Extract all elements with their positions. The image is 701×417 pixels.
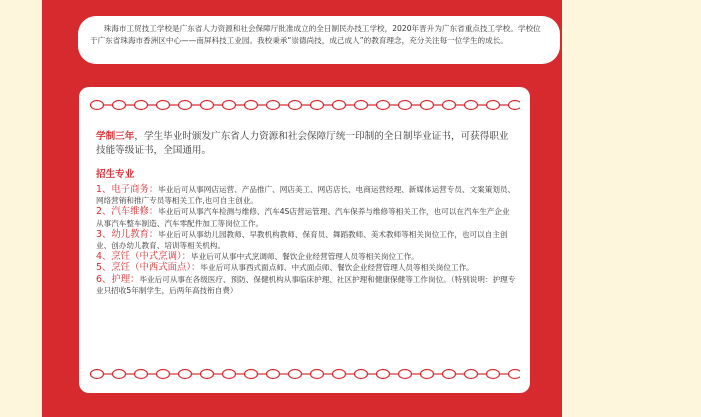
- chain-link: [267, 370, 280, 379]
- program-card: [79, 87, 530, 393]
- chain-link: [179, 370, 192, 379]
- major-name: 3、幼儿教育：: [96, 228, 159, 240]
- chain-link: [223, 370, 236, 379]
- school-intro-card: [78, 16, 560, 64]
- chain-link: [377, 101, 390, 110]
- major-description: 毕业后可从事汽车检测与维修、汽车4S店营运管理、汽车保养与维修等相关工作，也可以在汽车生产企业从事汽车整车制造、汽车零配件加工等岗位工作。: [96, 207, 510, 228]
- chain-link: [355, 101, 368, 110]
- chain-link: [91, 101, 104, 110]
- chain-border-top-icon: [89, 99, 520, 111]
- chain-link: [443, 370, 456, 379]
- chain-link: [377, 370, 390, 379]
- chain-link: [333, 370, 346, 379]
- major-item: [96, 229, 516, 251]
- major-name: 4、烹饪（中式烹调）：: [96, 251, 192, 263]
- chain-border-bottom-icon: [89, 368, 520, 380]
- program-content: [96, 130, 516, 296]
- major-description: 毕业后可从事中式烹调师、餐饮企业经营管理人员等相关岗位工作。: [191, 252, 419, 262]
- chain-link: [465, 370, 478, 379]
- major-item: [96, 251, 516, 262]
- right-background: [562, 0, 701, 417]
- major-item: [96, 274, 516, 296]
- chain-link: [157, 101, 170, 110]
- chain-link: [399, 370, 412, 379]
- chain-link: [157, 370, 170, 379]
- school-intro-text: 珠海市工贸技工学校是广东省人力资源和社会保障厅批准成立的全日制民办技工学校，2020年晋升为广东省重点技工学校。学校位于广东省珠海市香洲区中心——南屏科技工业园。我校秉承“崇德尚技，成己成人”的教育理念，充分关注每一位学生的成长。: [90, 24, 541, 45]
- chain-link: [91, 370, 104, 379]
- major-name: 5、烹饪（中西式面点）：: [96, 262, 201, 274]
- left-background: [0, 0, 42, 417]
- majors-title: 招生专业: [96, 169, 135, 180]
- chain-link: [289, 370, 302, 379]
- chain-link: [421, 101, 434, 110]
- major-name: 1、电子商务：: [96, 184, 159, 195]
- chain-link: [487, 370, 500, 379]
- chain-link: [113, 101, 126, 110]
- program-duration-text: ，学生毕业时颁发广东省人力资源和社会保障厅统一印制的全日制毕业证书，可获得职业技能等级证书，全国通用。: [96, 131, 509, 156]
- major-item: [96, 206, 516, 228]
- major-name: 2、汽车维修：: [96, 206, 159, 218]
- chain-link: [399, 101, 412, 110]
- majors-list: [96, 184, 516, 296]
- chain-link: [135, 370, 148, 379]
- chain-link: [179, 101, 192, 110]
- chain-link: [245, 370, 258, 379]
- chain-link: [311, 101, 324, 110]
- chain-link: [113, 370, 126, 379]
- major-item: [96, 262, 516, 273]
- major-item: [96, 184, 516, 206]
- major-description: 毕业后可从事西式面点师、中式面点师、餐饮企业经营管理人员等相关岗位工作。: [200, 263, 474, 273]
- chain-link: [509, 370, 521, 379]
- chain-link: [333, 101, 346, 110]
- chain-link: [355, 370, 368, 379]
- chain-link: [245, 101, 258, 110]
- major-description: 毕业后可从事在各级医疗、预防、保健机构从事临床护理、社区护理和健康保健等工作岗位。（特别说明：护理专业只招收5年制学生，后两年高技衔自费）: [96, 274, 516, 295]
- chain-link: [135, 101, 148, 110]
- chain-link: [201, 370, 214, 379]
- major-name: 6、护理：: [96, 273, 140, 285]
- major-description: 毕业后可从事网店运营、产品推广、网店美工、网店店长、电商运营经理、新媒体运营专员、文案策划员、网络营销和推广专员等相关工作,也可自主创业。: [96, 185, 516, 206]
- chain-link: [223, 101, 236, 110]
- chain-link: [267, 101, 280, 110]
- chain-link: [487, 101, 500, 110]
- program-duration-highlight: 学制三年: [96, 131, 135, 142]
- chain-link: [201, 101, 214, 110]
- chain-link: [465, 101, 478, 110]
- program-duration-paragraph: [96, 130, 516, 158]
- chain-link: [311, 370, 324, 379]
- chain-link: [289, 101, 302, 110]
- chain-link: [421, 370, 434, 379]
- chain-link: [509, 101, 521, 110]
- chain-link: [443, 101, 456, 110]
- major-description: 毕业后可从事幼儿园教师、早教机构教师、保育员、舞蹈教师、美术教师等相关岗位工作，也可以自主创业、创办幼儿教育、培训等相关机构。: [96, 229, 508, 251]
